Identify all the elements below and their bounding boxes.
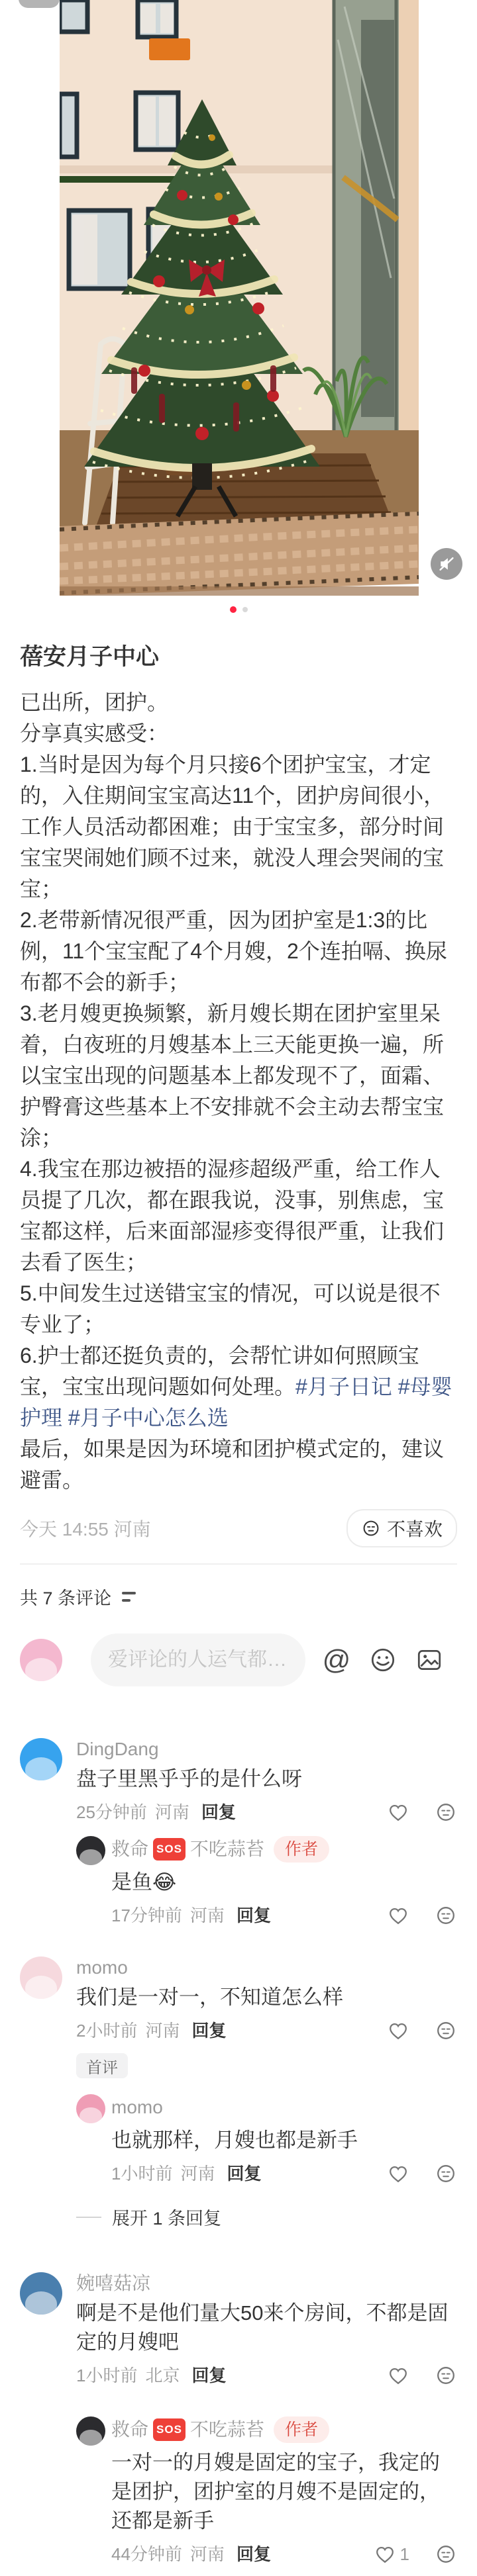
like-button[interactable] <box>374 2543 409 2565</box>
at-icon: @ <box>322 1644 351 1675</box>
first-comment-badge-row <box>76 2053 457 2078</box>
commenter-name[interactable]: DingDang <box>76 1739 159 1759</box>
commenter-name[interactable]: 婉嘻菇凉 <box>76 2273 151 2293</box>
comment-time: 1小时前 <box>76 2366 138 2385</box>
like-button[interactable] <box>387 1904 409 1927</box>
pagination-dot-active <box>230 606 237 613</box>
comment-reply-item <box>20 2093 457 2187</box>
comment-location: 河南 <box>189 1906 225 1925</box>
hashtag-yuezi-diary[interactable]: #月子日记 <box>295 1375 392 1399</box>
commenter-name[interactable]: 救命 SOS 不吃蒜苔 作者 <box>111 2415 457 2444</box>
commenter-name[interactable]: 救命 SOS 不吃蒜苔 作者 <box>111 1835 457 1864</box>
comment-location: 河南 <box>180 2164 215 2184</box>
post-media[interactable] <box>0 0 477 596</box>
comment-location: 河南 <box>145 2021 180 2041</box>
post-title: 蓓安月子中心 <box>20 644 160 670</box>
like-count: 1 <box>399 2544 409 2564</box>
post-paragraph: 2.老带新情况很严重，因为团护室是1:3的比例，11个宝宝配了4个月嫂，2个连拍嗝、换尿布都不会的新手； <box>20 908 447 994</box>
comment-location: 北京 <box>145 2366 180 2385</box>
react-button[interactable] <box>435 2162 457 2185</box>
author-badge: 作者 <box>274 1836 329 1863</box>
pagination-dots <box>0 606 477 613</box>
expressionless-face-icon <box>435 2543 457 2565</box>
expressionless-face-icon <box>435 2364 457 2387</box>
comment-time: 2小时前 <box>76 2021 138 2041</box>
expand-replies-button[interactable] <box>76 2204 221 2230</box>
first-comment-badge: 首评 <box>76 2053 128 2078</box>
post-meta-row <box>20 1509 457 1547</box>
commenter-avatar[interactable] <box>76 2094 105 2123</box>
my-avatar[interactable] <box>20 1639 62 1681</box>
reply-link[interactable]: 回复 <box>201 1802 236 1822</box>
back-button[interactable] <box>19 0 60 8</box>
react-button[interactable] <box>435 2543 457 2565</box>
like-button[interactable] <box>387 2019 409 2042</box>
add-image-button[interactable] <box>414 1645 445 1675</box>
react-button[interactable] <box>435 1801 457 1823</box>
image-icon <box>415 1645 444 1675</box>
post-closing: 最后，如果是因为环境和团护模式定的，建议避雷。 <box>20 1437 445 1492</box>
hashtag-muying-care[interactable]: #母婴护理 <box>20 1375 452 1430</box>
react-button[interactable] <box>435 2019 457 2042</box>
comment-sort-icon[interactable] <box>122 1592 136 1602</box>
post-paragraph: 1.当时是因为每个月只接6个团护宝宝，才定的，入住期间宝宝高达11个，团护房间很小，工作人员活动都困难；由于宝宝多，部分时间宝宝哭闹她们顾不过来，就没人理会哭闹的宝宝； <box>20 753 445 901</box>
post-body <box>20 687 458 1496</box>
post-paragraph: 6.护士都还挺负责的，会帮忙讲如何照顾宝宝，宝宝出现问题如何处理。 <box>20 1344 419 1399</box>
comment-meta <box>111 2160 457 2187</box>
dislike-label: 不喜欢 <box>386 1519 443 1540</box>
reply-link[interactable]: 回复 <box>236 2544 271 2564</box>
like-button[interactable] <box>387 1801 409 1823</box>
comment-text: 啊是不是他们量大50来个房间，不都是固定的月嫂吧 <box>76 2301 449 2354</box>
sos-badge: SOS <box>153 2418 186 2441</box>
photo-christmas-tree <box>60 0 419 596</box>
pagination-dot <box>242 607 248 612</box>
reply-link[interactable]: 回复 <box>227 2164 262 2184</box>
commenter-avatar[interactable] <box>20 2272 62 2315</box>
post-paragraph: 3.老月嫂更换频繁，新月嫂长期在团护室里呆着，白夜班的月嫂基本上三天能更换一遍，所以宝宝出现的问题基本上都发现不了，面霜、护臀膏这些基本上不安排就不会主动去帮宝宝涂； <box>20 1001 445 1150</box>
comment-text: 我们是一对一，不知道怎么样 <box>76 1986 343 2009</box>
smiley-icon <box>368 1645 398 1675</box>
comment-meta <box>76 2017 457 2044</box>
comment-reply-item <box>20 2415 457 2567</box>
comment-text: 盘子里黑乎乎的是什么呀 <box>76 1767 302 1790</box>
comment-text: 是鱼😂 <box>111 1870 177 1894</box>
comments-count: 共 7 条评论 <box>20 1588 112 1608</box>
react-button[interactable] <box>435 2364 457 2387</box>
comment-time: 25分钟前 <box>76 1802 147 1822</box>
commenter-name[interactable]: momo <box>76 1957 128 1978</box>
post-paragraph: 5.中间发生过送错宝宝的情况，可以说是很不专业了； <box>20 1281 441 1336</box>
comments-count-row <box>20 1583 457 1610</box>
expressionless-face-icon <box>435 1801 457 1823</box>
heart-icon <box>387 1904 409 1927</box>
comment-meta <box>111 2541 457 2567</box>
commenter-avatar[interactable] <box>76 1836 105 1865</box>
expressionless-face-icon <box>435 2019 457 2042</box>
comment-item <box>20 1738 457 1825</box>
comment-time: 44分钟前 <box>111 2544 182 2564</box>
author-badge: 作者 <box>274 2416 329 2443</box>
expand-dash <box>76 2217 101 2218</box>
commenter-avatar[interactable] <box>20 1738 62 1780</box>
commenter-name[interactable]: momo <box>111 2097 163 2117</box>
expressionless-face-icon <box>435 2162 457 2185</box>
comment-time: 17分钟前 <box>111 1906 182 1925</box>
post-paragraph: 已出所，团护。 <box>20 690 169 714</box>
commenter-avatar[interactable] <box>20 1956 62 1999</box>
comment-text: 一对一的月嫂是固定的宝子，我定的是团护，团护室的月嫂不是固定的，还都是新手 <box>111 2451 440 2532</box>
comment-item <box>20 2272 457 2389</box>
like-button[interactable] <box>387 2162 409 2185</box>
expressionless-face-icon <box>361 1518 381 1538</box>
emoji-button[interactable] <box>368 1645 398 1675</box>
hashtag-how-to-choose[interactable]: #月子中心怎么选 <box>68 1406 229 1430</box>
mention-button[interactable] <box>321 1645 352 1675</box>
comments-section <box>0 1583 477 2567</box>
post-paragraph-with-tags <box>20 1340 458 1434</box>
commenter-avatar[interactable] <box>76 2416 105 2446</box>
comment-location: 河南 <box>189 2544 225 2564</box>
post-paragraph: 4.我宝在那边被捂的湿疹超级严重，给工作人员提了几次，都在跟我说，没事，别焦虑，宝宝都这样，后来面部湿疹变得很严重，让我们去看了医生； <box>20 1157 445 1274</box>
heart-icon <box>387 1801 409 1823</box>
reply-link[interactable]: 回复 <box>236 1906 271 1925</box>
comment-time: 1小时前 <box>111 2164 173 2184</box>
muted-speaker-icon <box>437 554 456 574</box>
reply-link[interactable]: 回复 <box>191 2021 227 2041</box>
expressionless-face-icon <box>435 1904 457 1927</box>
heart-icon <box>374 2543 396 2565</box>
react-button[interactable] <box>435 1904 457 1927</box>
post-paragraph: 分享真实感受： <box>20 721 169 745</box>
dislike-button[interactable] <box>346 1509 457 1547</box>
comment-meta <box>76 1799 457 1825</box>
comment-meta <box>76 2362 457 2389</box>
comment-reply-item <box>20 1835 457 1929</box>
mute-button[interactable] <box>431 548 462 580</box>
reply-link[interactable]: 回复 <box>191 2366 227 2385</box>
heart-icon <box>387 2364 409 2387</box>
heart-icon <box>387 2162 409 2185</box>
comment-text: 也就那样，月嫂也都是新手 <box>111 2129 358 2152</box>
expand-replies-label: 展开 1 条回复 <box>112 2209 222 2229</box>
comment-item <box>20 1956 457 2044</box>
comment-input[interactable] <box>91 1633 305 1686</box>
heart-icon <box>387 2019 409 2042</box>
like-button[interactable] <box>387 2364 409 2387</box>
comment-input-row <box>20 1633 457 1686</box>
comment-location: 河南 <box>154 1802 189 1822</box>
comment-meta <box>111 1902 457 1929</box>
sos-badge: SOS <box>153 1838 186 1861</box>
section-divider <box>20 1563 457 1565</box>
post-timestamp: 今天 14:55 河南 <box>20 1519 151 1540</box>
